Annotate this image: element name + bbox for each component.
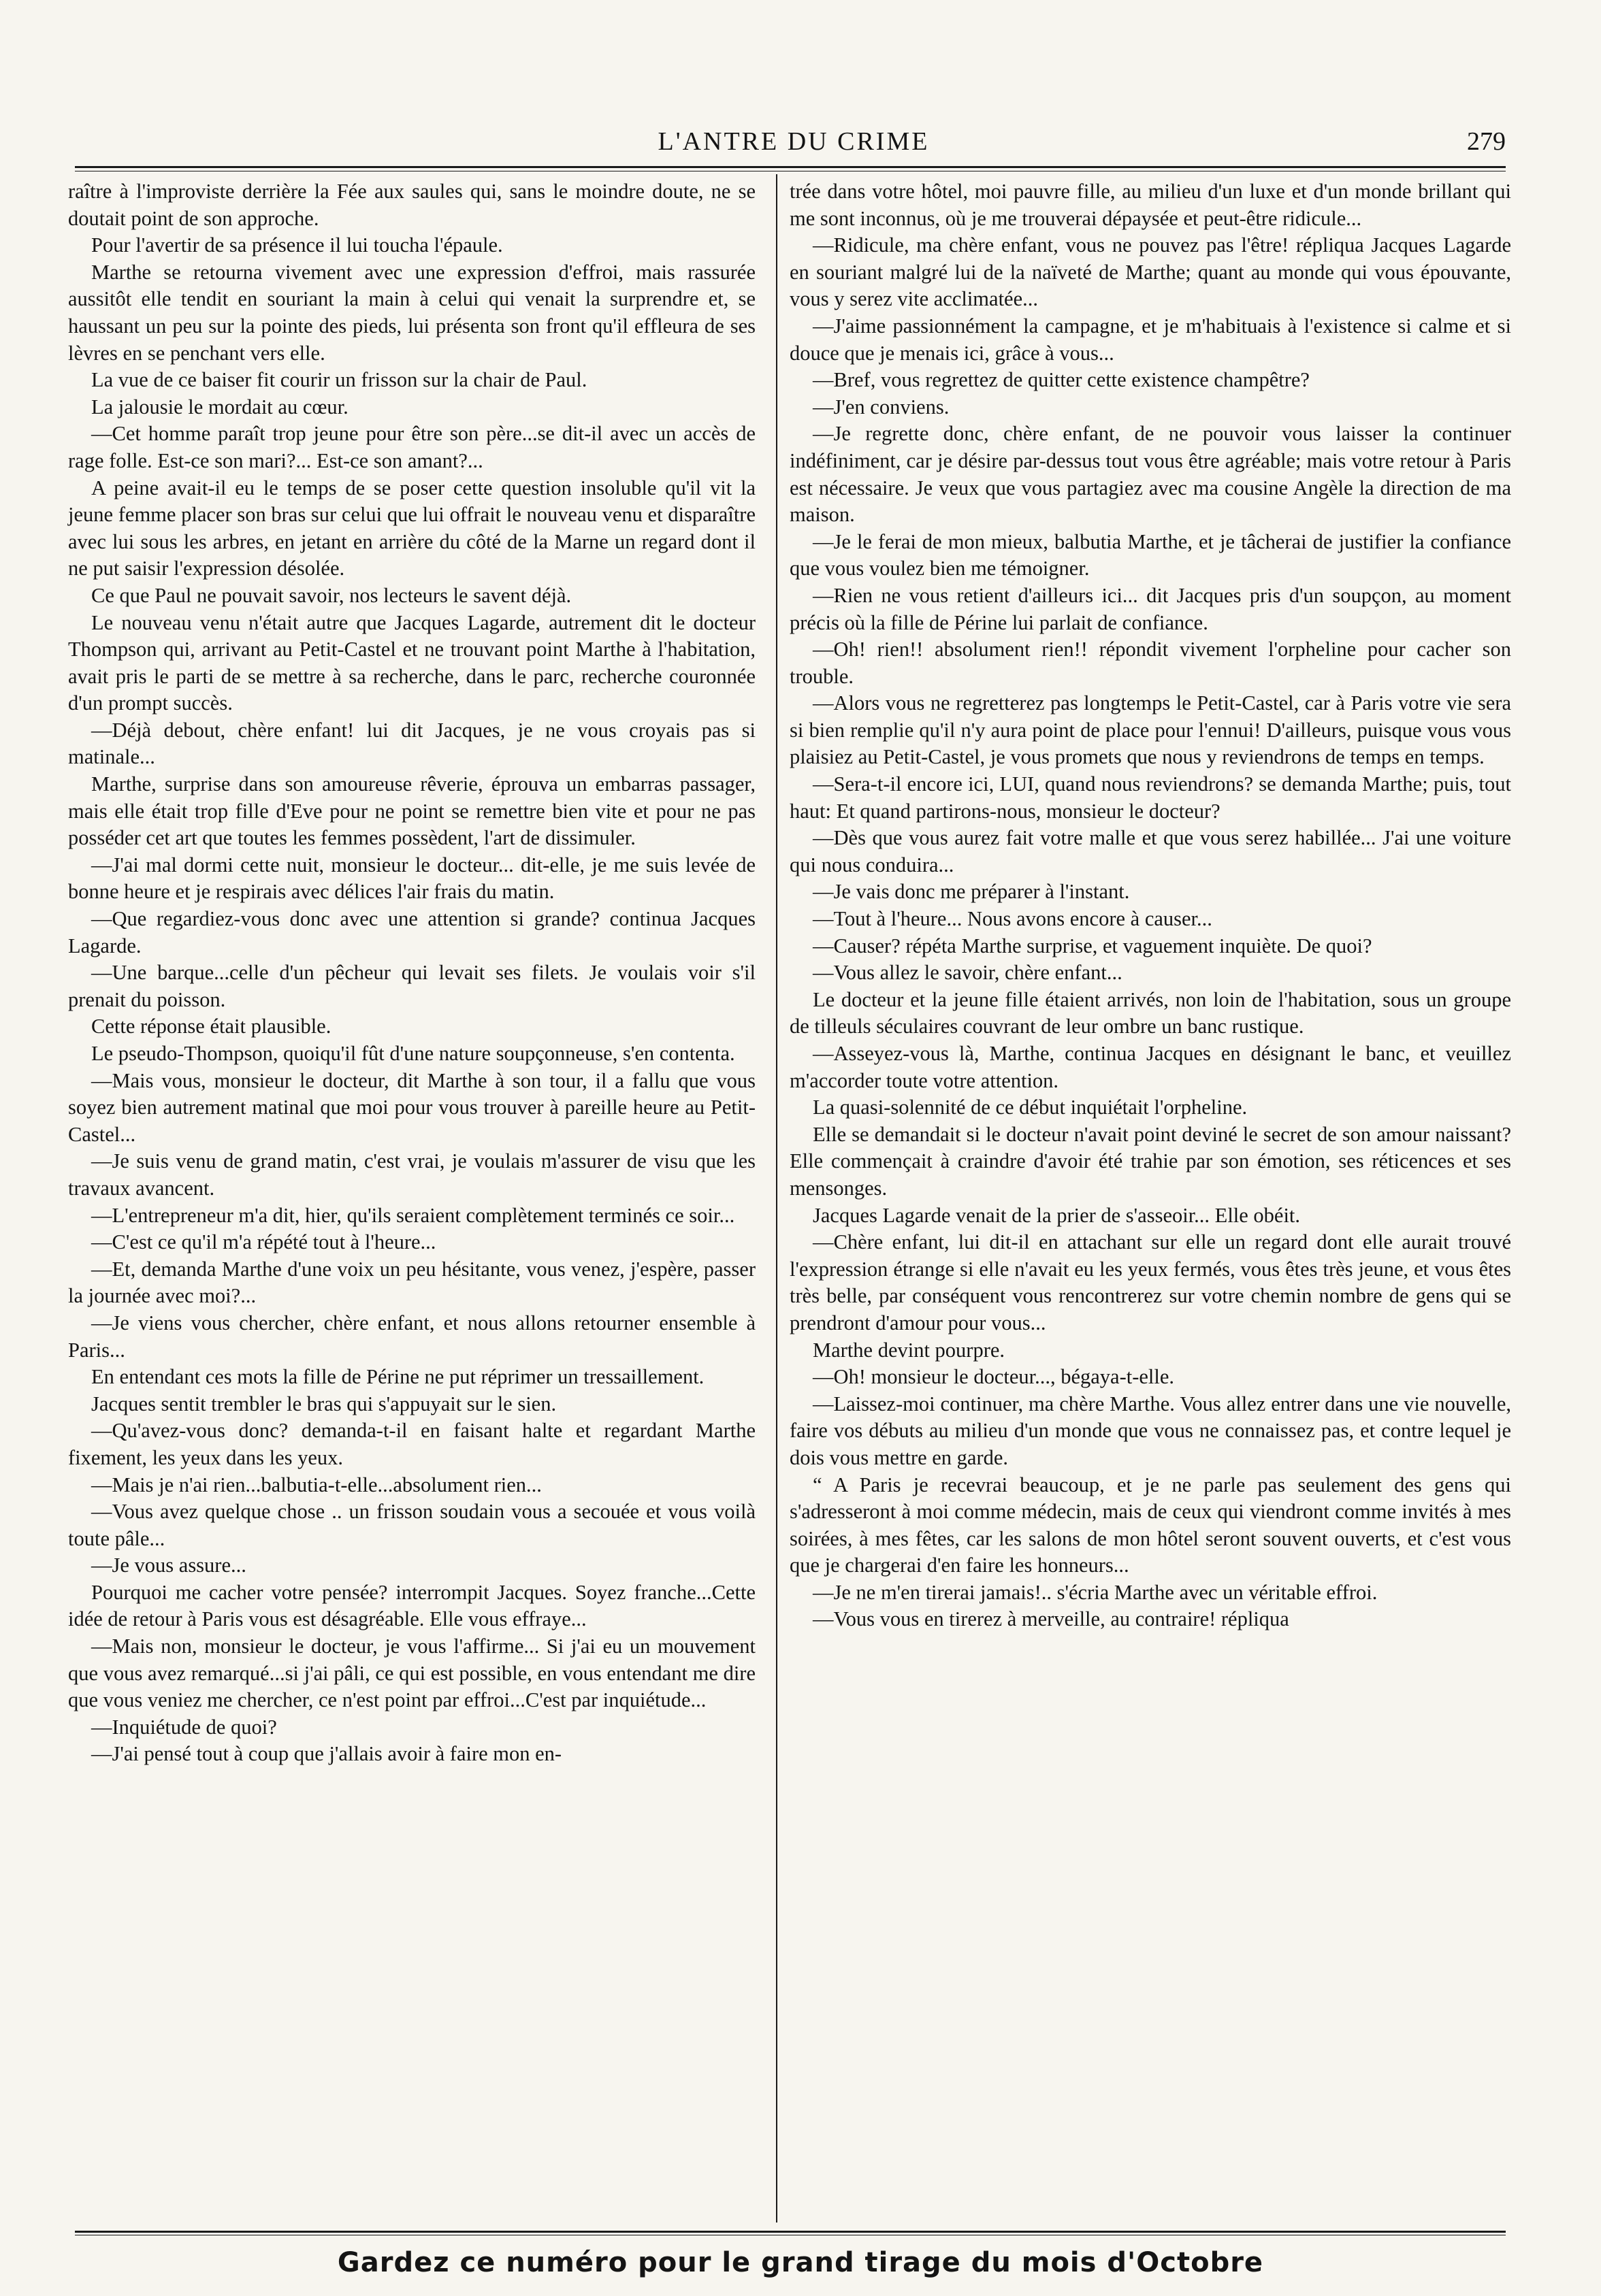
- right-column: [790, 178, 1511, 1633]
- paragraph: Le pseudo-Thompson, quoiqu'il fût d'une nature soupçonneuse, s'en contenta.: [91, 1042, 735, 1065]
- paragraph: —Inquiétude de quoi?: [91, 1715, 277, 1739]
- paragraph: —Que regardiez-vous donc avec une attention si grande? continua Jacques Lagarde.: [68, 907, 756, 957]
- page-header: [82, 127, 1506, 161]
- paragraph: raître à l'improviste derrière la Fée aux saules qui, sans le moindre doute, ne se doutait point de son approche.: [68, 180, 756, 230]
- paragraph: —C'est ce qu'il m'a répété tout à l'heure...: [91, 1230, 436, 1254]
- paragraph: Pourquoi me cacher votre pensée? interrompit Jacques. Soyez franche...Cette idée de retour à Paris vous est désagréable. Elle vous effraye...: [68, 1580, 756, 1631]
- paragraph: Cette réponse était plausible.: [91, 1015, 331, 1038]
- paragraph: —Je vais donc me préparer à l'instant.: [813, 880, 1130, 904]
- paragraph: —Je ne m'en tirerai jamais!.. s'écria Marthe avec un véritable effroi.: [813, 1580, 1378, 1604]
- column-divider: [776, 174, 777, 2223]
- paragraph: trée dans votre hôtel, moi pauvre fille, au milieu d'un luxe et d'un monde brillant qui me sont inconnus, où je me trouverai dépaysée et peut-être ridicule...: [790, 180, 1511, 230]
- paragraph: —Oh! monsieur le docteur..., bégaya-t-elle.: [813, 1365, 1175, 1389]
- paragraph: Pour l'avertir de sa présence il lui toucha l'épaule.: [91, 233, 503, 257]
- paragraph: —Je viens vous chercher, chère enfant, et nous allons retourner ensemble à Paris...: [68, 1311, 756, 1362]
- left-column: [68, 178, 756, 1768]
- paragraph: —Qu'avez-vous donc? demanda-t-il en faisant halte et regardant Marthe fixement, les yeux dans les yeux.: [68, 1419, 756, 1469]
- paragraph: —Vous avez quelque chose .. un frisson soudain vous a secouée et vous voilà toute pâle...: [68, 1500, 756, 1550]
- paragraph: —L'entrepreneur m'a dit, hier, qu'ils seraient complètement terminés ce soir...: [91, 1203, 735, 1227]
- paragraph: La quasi-solennité de ce début inquiétait l'orpheline.: [813, 1096, 1248, 1119]
- paragraph: Ce que Paul ne pouvait savoir, nos lecteurs le savent déjà.: [91, 583, 572, 607]
- paragraph: —Je suis venu de grand matin, c'est vrai, je voulais m'assurer de visu que les travaux avancent.: [68, 1149, 756, 1200]
- paragraph: —Une barque...celle d'un pêcheur qui levait ses filets. Je voulais voir s'il prenait du poisson.: [68, 961, 756, 1011]
- paragraph: “ A Paris je recevrai beaucoup, et je ne parle pas seulement des gens qui s'adresseront à moi comme médecin, mais de ceux qui viendront comme invités à mes soirées, à mes fêtes, car les salons de mon hôtel seront souvent ouverts, et c'est vous que je chargerai d'en faire les honneurs...: [790, 1473, 1511, 1577]
- paragraph: —Asseyez-vous là, Marthe, continua Jacques en désignant le banc, et veuillez m'accorder toute votre attention.: [790, 1042, 1511, 1092]
- paragraph: Marthe, surprise dans son amoureuse rêverie, éprouva un embarras passager, mais elle était trop fille d'Eve pour ne point se remettre bien vite et pour ne pas posséder cet art que toutes les femmes possèdent, l'art de dissimuler.: [68, 772, 756, 850]
- paragraph: —Je le ferai de mon mieux, balbutia Marthe, et je tâcherai de justifier la confiance que vous voulez bien me témoigner.: [790, 529, 1511, 580]
- paragraph: Marthe se retourna vivement avec une expression d'effroi, mais rassurée aussitôt elle tendit en souriant la main à celui qui venait la surprendre et, se haussant un peu sur la pointe des pieds, lui présenta son front qu'il effleura de ses lèvres en se penchant vers elle.: [68, 260, 756, 365]
- paragraph: —Dès que vous aurez fait votre malle et que vous serez habillée... J'ai une voiture qui nous conduira...: [790, 826, 1511, 876]
- paragraph: En entendant ces mots la fille de Périne ne put réprimer un tressaillement.: [91, 1365, 705, 1389]
- running-title: L'ANTRE DU CRIME: [658, 127, 930, 156]
- paragraph: Elle se demandait si le docteur n'avait point deviné le secret de son amour naissant? Elle commençait à craindre d'avoir été trahie par son émotion, ses réticences et ses mensonges.: [790, 1122, 1511, 1200]
- page-number: 279: [1467, 127, 1506, 156]
- paragraph: —Mais vous, monsieur le docteur, dit Marthe à son tour, il a fallu que vous soyez bien autrement matinal que moi pour vous trouver à pareille heure au Petit-Castel...: [68, 1068, 756, 1146]
- paragraph: A peine avait-il eu le temps de se poser cette question insoluble qu'il vit la jeune femme placer son bras sur celui que lui offrait le nouveau venu et disparaître avec lui sous les arbres, en jetant en arrière du côté de la Marne un regard dont il ne put saisir l'expression désolée.: [68, 476, 756, 580]
- paragraph: —J'ai mal dormi cette nuit, monsieur le docteur... dit-elle, je me suis levée de bonne heure et je respirais avec délices l'air frais du matin.: [68, 853, 756, 904]
- paragraph: —Tout à l'heure... Nous avons encore à causer...: [813, 907, 1212, 931]
- paragraph: —Je regrette donc, chère enfant, de ne pouvoir vous laisser la continuer indéfiniment, car je désire par-dessus tout vous être agréable; mais votre retour à Paris est nécessaire. Je veux que vous partagiez avec ma cousine Angèle la direction de ma maison.: [790, 422, 1511, 527]
- paragraph: —Rien ne vous retient d'ailleurs ici... dit Jacques pris d'un soupçon, au moment précis où la fille de Périne lui parlait de confiance.: [790, 583, 1511, 634]
- paragraph: —Causer? répéta Marthe surprise, et vaguement inquiète. De quoi?: [813, 934, 1372, 957]
- header-rule: [75, 166, 1506, 171]
- paragraph: Le nouveau venu n'était autre que Jacques Lagarde, autrement dit le docteur Thompson qui, arrivant au Petit-Castel et ne trouvant point Marthe à l'habitation, avait pris le parti de se mettre à sa recherche, dans le parc, recherche couronnée d'un prompt succès.: [68, 610, 756, 715]
- paragraph: Marthe devint pourpre.: [813, 1338, 1005, 1362]
- paragraph: —Sera-t-il encore ici, LUI, quand nous reviendrons? se demanda Marthe; puis, tout haut: Et quand partirons-nous, monsieur le docteur?: [790, 772, 1511, 823]
- paragraph: —Cet homme paraît trop jeune pour être son père...se dit-il avec un accès de rage folle. Est-ce son mari?... Est-ce son amant?...: [68, 422, 756, 472]
- paragraph: La vue de ce baiser fit courir un frisson sur la chair de Paul.: [91, 368, 587, 392]
- paragraph: —Mais non, monsieur le docteur, je vous l'affirme... Si j'ai eu un mouvement que vous avez remarqué...si j'ai pâli, ce qui est possible, en vous entendant me dire que vous veniez me chercher, ce n'est point par effroi...C'est par inquiétude...: [68, 1635, 756, 1712]
- paragraph: —Chère enfant, lui dit-il en attachant sur elle un regard dont elle aurait trouvé l'expression étrange si elle n'avait eu les yeux fermés, vous êtes très jeune, et vous êtes très belle, par conséquent vous rencontrerez sur votre chemin nombre de gens qui se prendront d'amour pour vous...: [790, 1230, 1511, 1334]
- paragraph: —Alors vous ne regretterez pas longtemps le Petit-Castel, car à Paris votre vie sera si bien remplie qu'il n'y aura point de place pour l'ennui! D'ailleurs, puisque vous vous plaisiez au Petit-Castel, je vous promets que nous y reviendrons de temps en temps.: [790, 691, 1511, 769]
- paragraph: —J'ai pensé tout à coup que j'allais avoir à faire mon en-: [91, 1742, 562, 1766]
- paragraph: Le docteur et la jeune fille étaient arrivés, non loin de l'habitation, sous un groupe de tilleuls séculaires couvrant de leur ombre un banc rustique.: [790, 987, 1511, 1038]
- paragraph: —Bref, vous regrettez de quitter cette existence champêtre?: [813, 368, 1310, 392]
- paragraph: —Laissez-moi continuer, ma chère Marthe. Vous allez entrer dans une vie nouvelle, faire vos débuts au milieu d'un monde que vous ne connaissez pas, et contre lequel je dois vous mettre en garde.: [790, 1392, 1511, 1469]
- paragraph: —Vous allez le savoir, chère enfant...: [813, 961, 1122, 985]
- paragraph: —J'en conviens.: [813, 395, 950, 419]
- paragraph: —Oh! rien!! absolument rien!! répondit vivement l'orpheline pour cacher son trouble.: [790, 638, 1511, 688]
- paragraph: —J'aime passionnément la campagne, et je m'habituais à l'existence si calme et si douce que je menais ici, grâce à vous...: [790, 314, 1511, 365]
- paragraph: —Et, demanda Marthe d'une voix un peu hésitante, vous venez, j'espère, passer la journée avec moi?...: [68, 1257, 756, 1308]
- paragraph: —Mais je n'ai rien...balbutia-t-elle...absolument rien...: [91, 1473, 542, 1496]
- paragraph: Jacques Lagarde venait de la prier de s'asseoir... Elle obéit.: [813, 1203, 1301, 1227]
- paragraph: La jalousie le mordait au cœur.: [91, 395, 349, 419]
- paragraph: —Ridicule, ma chère enfant, vous ne pouvez pas l'être! répliqua Jacques Lagarde en souriant malgré lui de la naïveté de Marthe; quant au monde qui vous épouvante, vous y serez vite acclimatée...: [790, 233, 1511, 311]
- paragraph: —Je vous assure...: [91, 1554, 246, 1577]
- paragraph: Jacques sentit trembler le bras qui s'appuyait sur le sien.: [91, 1392, 557, 1415]
- paragraph: —Vous vous en tirerez à merveille, au contraire! répliqua: [813, 1607, 1289, 1631]
- footer-notice: Gardez ce numéro pour le grand tirage du mois d'Octobre: [337, 2247, 1264, 2278]
- paragraph: —Déjà debout, chère enfant! lui dit Jacques, je ne vous croyais pas si matinale...: [68, 718, 756, 769]
- footer-rule: [75, 2231, 1506, 2235]
